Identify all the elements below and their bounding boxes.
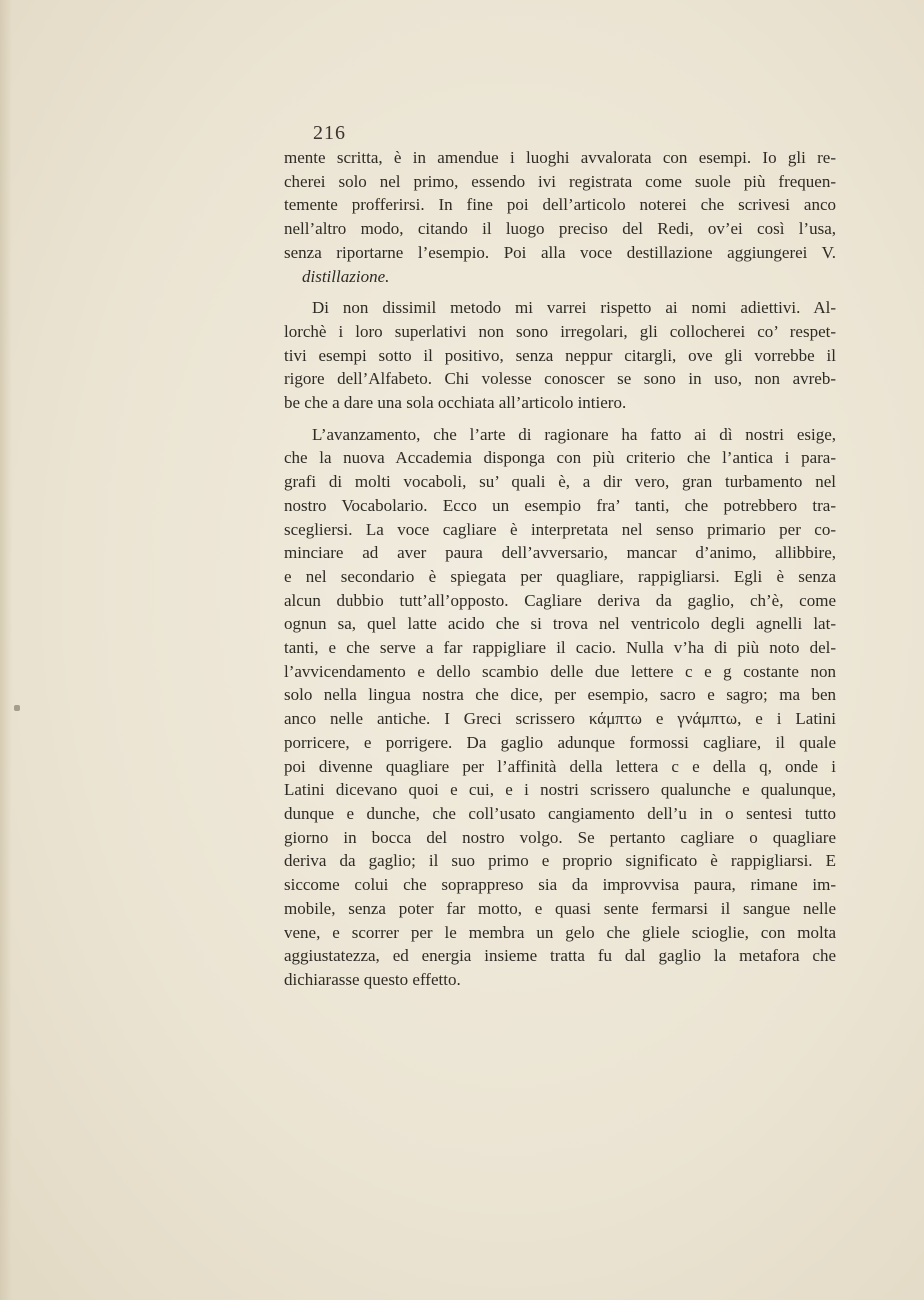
text-line: siccome colui che soprappreso sia da improvvisa paura, rimane im-: [284, 875, 836, 895]
text-line: Di non dissimil metodo mi varrei rispetto ai nomi adiettivi. Al-: [312, 298, 836, 318]
text-line: ognun sa, quel latte acido che si trova nel ventricolo degli agnelli lat-: [284, 614, 836, 634]
text-line: solo nella lingua nostra che dice, per esempio, sacro e sagro; ma ben: [284, 685, 836, 705]
page-number: 216: [313, 122, 346, 144]
text-line: distillazione.: [302, 266, 390, 286]
text-line: mente scritta, è in amendue i luoghi avvalorata con esempi. Io gli re-: [284, 148, 836, 167]
text-line: grafi di molti vocaboli, su’ quali è, a dir vero, gran turbamento nel: [284, 472, 836, 492]
paragraph-gap: [284, 415, 836, 423]
text-line: deriva da gaglio; il suo primo e proprio significato è rappigliarsi. E: [284, 851, 836, 871]
text-line: minciare ad aver paura dell’avversario, mancar d’animo, allibbire,: [284, 543, 836, 563]
paragraph-gap: [284, 288, 836, 296]
text-line: dichiarasse questo effetto.: [284, 969, 461, 989]
text-line: alcun dubbio tutt’all’opposto. Cagliare deriva da gaglio, ch’è, come: [284, 590, 836, 610]
text-line: mobile, senza poter far motto, e quasi sente fermarsi il sangue nelle: [284, 898, 836, 918]
text-line: temente profferirsi. In fine poi dell’articolo noterei che scrivesi anco: [284, 195, 836, 215]
text-line: tivi esempi sotto il positivo, senza neppur citargli, ove gli vorrebbe il: [284, 345, 836, 365]
text-line: senza riportarne l’esempio. Poi alla voce destillazione aggiungerei V.: [284, 242, 836, 262]
text-line: be che a dare una sola occhiata all’articolo intiero.: [284, 393, 627, 413]
text-line: tanti, e che serve a far rappigliare il cacio. Nulla v’ha di più noto del-: [284, 638, 836, 658]
text-line: porricere, e porrigere. Da gaglio adunque formossi cagliare, il quale: [284, 732, 836, 752]
text-line: scegliersi. La voce cagliare è interpretata nel senso primario per co-: [284, 519, 836, 539]
text-line: che la nuova Accademia disponga con più criterio che l’antica i para-: [284, 448, 836, 468]
body-text: [284, 146, 836, 992]
text-line: rigore dell’Alfabeto. Chi volesse conoscer se sono in uso, non avreb-: [284, 369, 836, 389]
text-line: lorchè i loro superlativi non sono irregolari, gli collocherei co’ respet-: [284, 321, 836, 341]
text-line: nell’altro modo, citando il luogo preciso del Redi, ov’ei così l’usa,: [284, 219, 836, 239]
text-line: dunque e dunche, che coll’usato cangiamento dell’u in o sentesi tutto: [284, 803, 836, 823]
text-line: poi divenne quagliare per l’affinità della lettera c e della q, onde i: [284, 756, 836, 776]
margin-mark: [14, 705, 20, 711]
page-edge-shadow: [0, 0, 12, 1300]
text-line: e nel secondario è spiegata per quagliare, rappigliarsi. Egli è senza: [284, 566, 836, 586]
text-line: vene, e scorrer per le membra un gelo che gliele scioglie, con molta: [284, 922, 836, 942]
text-line: l’avvicendamento e dello scambio delle due lettere c e g costante non: [284, 661, 836, 681]
text-line: giorno in bocca del nostro volgo. Se pertanto cagliare o quagliare: [284, 827, 836, 847]
text-line: L’avanzamento, che l’arte di ragionare ha fatto ai dì nostri esige,: [312, 424, 836, 444]
text-line: Latini dicevano quoi e cui, e i nostri scrissero qualunche e qualunque,: [284, 780, 836, 800]
text-line: anco nelle antiche. I Greci scrissero κάμπτω e γνάμπτω, e i Latini: [284, 709, 836, 729]
text-line: cherei solo nel primo, essendo ivi registrata come suole più frequen-: [284, 171, 836, 191]
text-line: nostro Vocabolario. Ecco un esempio fra’ tanti, che potrebbero tra-: [284, 495, 836, 515]
text-line: aggiustatezza, ed energia insieme tratta fu dal gaglio la metafora che: [284, 946, 836, 966]
